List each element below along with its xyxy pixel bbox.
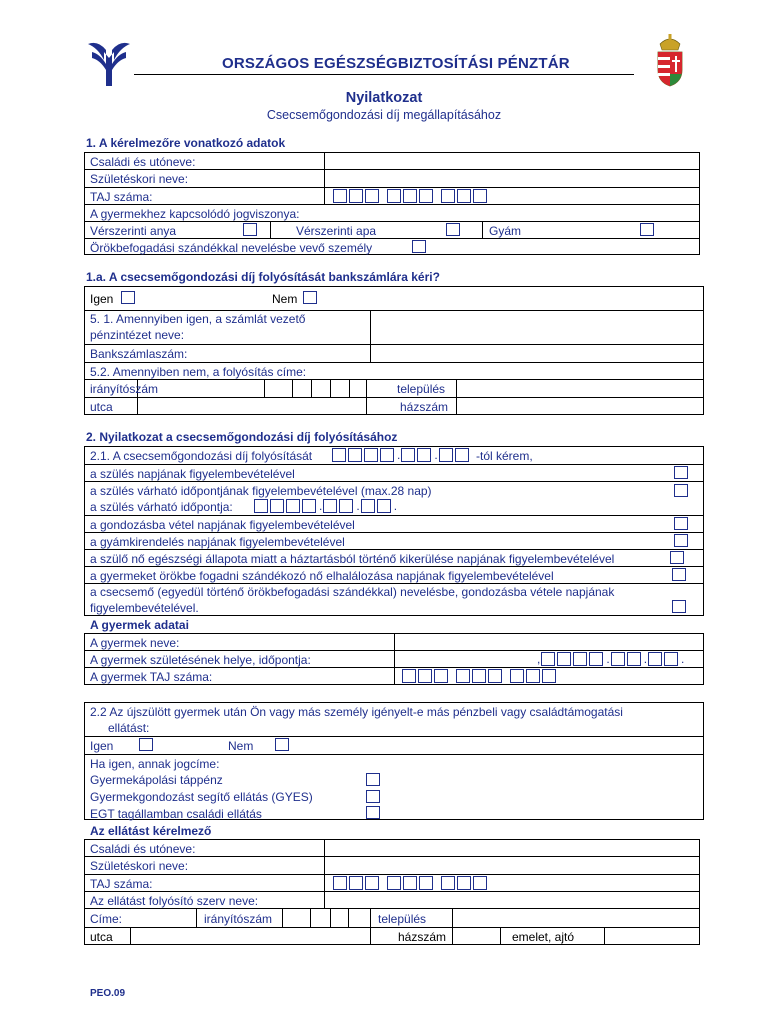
- s1a-no-label: Nem: [272, 292, 298, 306]
- s22-opt2-checkbox[interactable]: [366, 790, 380, 803]
- s1a-town-label: település: [397, 382, 446, 396]
- s1-bio-father-label: Vérszerinti apa: [296, 224, 377, 238]
- child-birth-date-boxes[interactable]: , . . .: [537, 652, 685, 666]
- section1a-heading: 1.a. A csecsemőgondozási díj folyósítását bankszámlára kéri?: [86, 270, 440, 284]
- s1-adoptive-label: Örökbefogadási szándékkal nevelésbe vevő személy: [90, 241, 373, 255]
- s2-item-5-checkbox[interactable]: [674, 534, 688, 547]
- s2-expected-date-boxes[interactable]: . . .: [254, 499, 398, 513]
- s1-bio-mother-label: Vérszerinti anya: [90, 224, 177, 238]
- organization-name: ORSZÁGOS EGÉSZSÉGBIZTOSÍTÁSI PÉNZTÁR: [222, 55, 570, 72]
- s22-no-label: Nem: [228, 739, 254, 753]
- child-birth-label: A gyermek születésének helye, időpontja:: [90, 653, 311, 667]
- s22-opt1-checkbox[interactable]: [366, 773, 380, 786]
- s2-item-2-checkbox[interactable]: [674, 484, 688, 497]
- s1-adoptive-checkbox[interactable]: [412, 240, 426, 253]
- s1a-postal-heading: 5.2. Amennyiben nem, a folyósítás címe:: [90, 365, 307, 379]
- ap-street-label: utca: [90, 930, 113, 944]
- section2-heading: 2. Nyilatkozat a csecsemőgondozási díj folyósításához: [86, 430, 398, 444]
- ap-town-label: település: [378, 912, 427, 926]
- applicant-heading: Az ellátást kérelmező: [90, 824, 212, 838]
- s1a-bank-name-label-1: 5. 1. Amennyiben igen, a számlát vezető: [90, 312, 306, 326]
- s1a-no-checkbox[interactable]: [303, 291, 317, 304]
- s2-item-4-checkbox[interactable]: [674, 517, 688, 530]
- s22-question-line-2: ellátást:: [108, 721, 150, 735]
- s2-item-5-label: a gyámkirendelés napjának figyelembevételével: [90, 535, 345, 549]
- s1-guardian-checkbox[interactable]: [640, 223, 654, 236]
- s22-question-line-1: 2.2 Az újszülött gyermek után Ön vagy más személy igényelt-e más pénzbeli vagy családtámogatási: [90, 705, 623, 719]
- s22-opt1-label: Gyermekápolási táppénz: [90, 773, 223, 787]
- s1a-street-label: utca: [90, 400, 113, 414]
- s2-item-8-label: a csecsemő (egyedül történő örökbefogadási szándékkal) nevelésbe, gondozásba vétele napjának: [90, 585, 615, 599]
- s1-family-name-label: Családi és utóneve:: [90, 155, 196, 169]
- s1a-bank-name-label-2: pénzintézet neve:: [90, 328, 185, 342]
- s2-item-2-label: a szülés várható időpontjának figyelembevételével (max.28 nap): [90, 484, 432, 498]
- s22-yes-label: Igen: [90, 739, 114, 753]
- s22-opt3-checkbox[interactable]: [366, 806, 380, 819]
- ap-floor-label: emelet, ajtó: [512, 930, 575, 944]
- s2-item-8b-label: figyelembevételével.: [90, 601, 199, 615]
- s1a-zip-label: irányítószám: [90, 382, 159, 396]
- ap-taj-label: TAJ száma:: [90, 877, 153, 891]
- s2-item-1-checkbox[interactable]: [674, 466, 688, 479]
- ap-taj-digit-boxes[interactable]: [333, 876, 489, 890]
- s1a-house-label: házszám: [400, 400, 449, 414]
- ap-address-label: Címe:: [90, 912, 123, 926]
- s1a-yes-checkbox[interactable]: [121, 291, 135, 304]
- s1-bio-mother-checkbox[interactable]: [243, 223, 257, 236]
- s22-opt3-label: EGT tagállamban családi ellátás: [90, 807, 262, 821]
- s22-no-checkbox[interactable]: [275, 738, 289, 751]
- header-rule: [134, 74, 634, 75]
- coat-of-arms-icon: [654, 32, 686, 88]
- s2-item-7-label: a gyermeket örökbe fogadni szándékozó nő elhalálozása napjának figyelembevételével: [90, 569, 554, 583]
- ap-family-name-label: Családi és utóneve:: [90, 842, 196, 856]
- s2-item-8-checkbox[interactable]: [672, 600, 686, 613]
- ap-birth-name-label: Születéskori neve:: [90, 859, 189, 873]
- s1-guardian-label: Gyám: [489, 224, 522, 238]
- form-code: PEO.09: [90, 988, 126, 999]
- ap-house-label: házszám: [398, 930, 447, 944]
- s1-taj-digit-boxes[interactable]: [333, 189, 489, 203]
- form-subtitle: Csecsemőgondozási díj megállapításához: [266, 108, 502, 122]
- s2-intro-label: 2.1. A csecsemőgondozási díj folyósítását: [90, 449, 313, 463]
- s22-opt2-label: Gyermekgondozást segítő ellátás (GYES): [90, 790, 313, 804]
- s1-bio-father-checkbox[interactable]: [446, 223, 460, 236]
- s2-item-7-checkbox[interactable]: [672, 568, 686, 581]
- oep-logo-icon: [86, 38, 132, 88]
- section1-heading: 1. A kérelmezőre vonatkozó adatok: [86, 136, 286, 150]
- child-name-label: A gyermek neve:: [90, 636, 180, 650]
- s2-item-4-label: a gondozásba vétel napjának figyelembevételével: [90, 518, 355, 532]
- s1-birth-name-label: Születéskori neve:: [90, 172, 189, 186]
- s1-relation-label: A gyermekhez kapcsolódó jogviszonya:: [90, 207, 300, 221]
- child-taj-digit-boxes[interactable]: [402, 669, 558, 683]
- s2-start-date-boxes[interactable]: . .: [332, 448, 471, 462]
- s1a-account-label: Bankszámlaszám:: [90, 347, 188, 361]
- child-taj-label: A gyermek TAJ száma:: [90, 670, 213, 684]
- s1a-yes-label: Igen: [90, 292, 114, 306]
- child-heading: A gyermek adatai: [90, 618, 189, 632]
- s2-intro-suffix: -tól kérem,: [476, 449, 533, 463]
- s2-item-1-label: a szülés napjának figyelembevételével: [90, 467, 295, 481]
- s2-item-6-label: a szülő nő egészségi állapota miatt a háztartásból történő kikerülése napjának figyelembevételével: [90, 552, 615, 566]
- s1-taj-label: TAJ száma:: [90, 190, 153, 204]
- ap-org-label: Az ellátást folyósító szerv neve:: [90, 894, 259, 908]
- form-title: Nyilatkozat: [345, 90, 423, 106]
- s22-if-yes-label: Ha igen, annak jogcíme:: [90, 757, 220, 771]
- s2-item-3-label: a szülés várható időpontja:: [90, 500, 233, 514]
- s2-item-6-checkbox[interactable]: [670, 551, 684, 564]
- ap-zip-label: irányítószám: [204, 912, 273, 926]
- s22-yes-checkbox[interactable]: [139, 738, 153, 751]
